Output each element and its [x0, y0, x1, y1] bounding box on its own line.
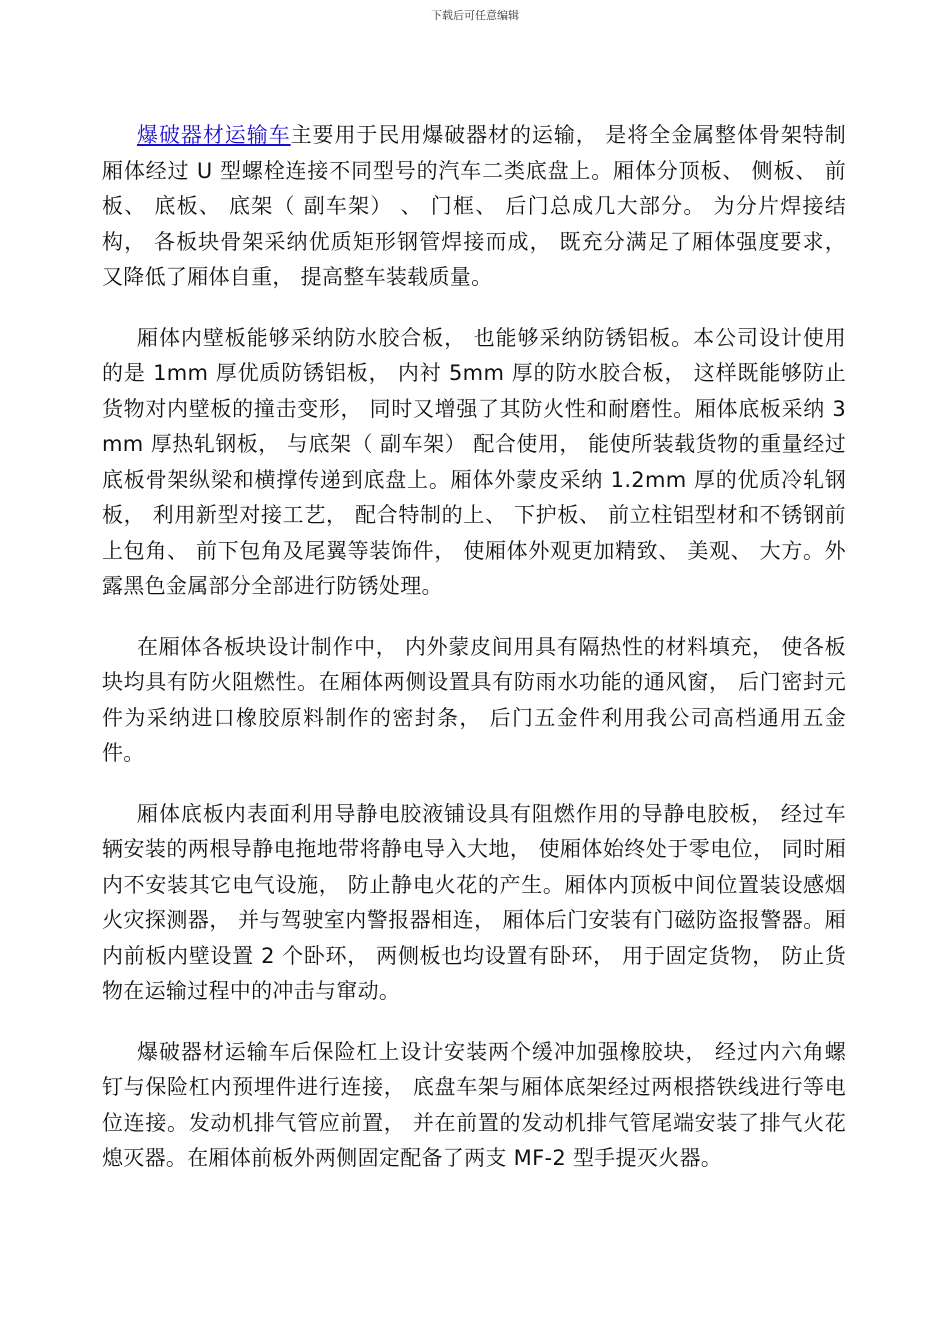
paragraph-1-text: 主要用于民用爆破器材的运输， 是将全金属整体骨架特制厢体经过 U 型螺栓连接不同型号的汽车二类底盘上。厢体分顶板、 侧板、 前板、 底板、 底架（ 副车架） 、 门框、 后门总成几大部分。 为分片焊接结构， 各板块骨架采纳优质矩形钢管焊接而成， 既充分满足了厢体强度要求， 又降低了厢体自重， 提高整车装载质量。 — [102, 123, 846, 289]
paragraph-1 — [102, 118, 846, 296]
document-body — [102, 118, 846, 1202]
paragraph-5: 爆破器材运输车后保险杠上设计安装两个缓冲加强橡胶块， 经过内六角螺钉与保险杠内预埋件进行连接， 底盘车架与厢体底架经过两根搭铁线进行等电位连接。发动机排气管应前置， 并在前置的发动机排气管尾端安装了排气火花熄灭器。在厢体前板外两侧固定配备了两支 MF-2 型手提灭火器。 — [102, 1039, 846, 1170]
paragraph-4: 厢体底板内表面利用导静电胶液铺设具有阻燃作用的导静电胶板， 经过车辆安装的两根导静电拖地带将静电导入大地， 使厢体始终处于零电位， 同时厢内不安装其它电气设施， 防止静电火花的产生。厢体内顶板中间位置装设感烟火灾探测器， 并与驾驶室内警报器相连， 厢体后门安装有门磁防盗报警器。厢内前板内壁设置 2 个卧环， 两侧板也均设置有卧环， 用于固定货物， 防止货物在运输过程中的冲击与窜动。 — [102, 801, 846, 1003]
page-header-note: 下载后可任意编辑 — [431, 9, 519, 22]
paragraph-2: 厢体内壁板能够采纳防水胶合板， 也能够采纳防锈铝板。本公司设计使用的是 1mm 厚优质防锈铝板， 内衬 5mm 厚的防水胶合板， 这样既能够防止货物对内壁板的撞击变形， 同时又增强了其防火性和耐磨性。厢体底板采纳 3mm 厚热轧钢板， 与底架（ 副车架） 配合使用， 能使所装载货物的重量经过底板骨架纵梁和横撑传递到底盘上。厢体外蒙皮采纳 1.2mm 厚的优质冷轧钢板， 利用新型对接工艺， 配合特制的上、 下护板、 前立柱铝型材和不锈钢前上包角、 前下包角及尾翼等装饰件， 使厢体外观更加精致、 美观、 大方。外露黑色金属部分全部进行防锈处理。 — [102, 325, 846, 598]
link-explosive-transport-vehicle[interactable]: 爆破器材运输车 — [137, 123, 291, 147]
paragraph-3: 在厢体各板块设计制作中， 内外蒙皮间用具有隔热性的材料填充， 使各板块均具有防火阻燃性。在厢体两侧设置具有防雨水功能的通风窗， 后门密封元件为采纳进口橡胶原料制作的密封条， 后门五金件利用我公司高档通用五金件。 — [102, 634, 846, 765]
